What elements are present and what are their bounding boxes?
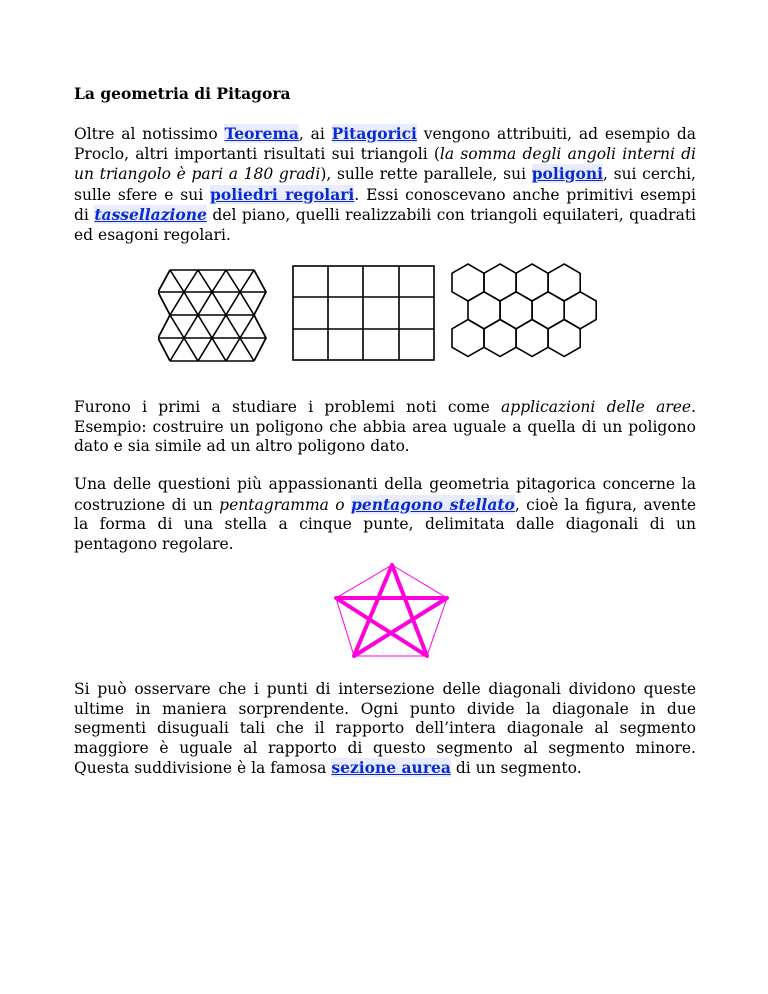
italic-text: pentagramma o (219, 495, 351, 514)
text: Esempio: costruire un poligono che abbia area uguale a quella di un poligono dato e sia simile ad un altro poligono dato. (74, 417, 696, 455)
italic-text: applicazioni delle aree. (501, 398, 697, 416)
pentagram-figure (334, 563, 450, 659)
link-pentagono-stellato[interactable]: pentagono stellato (351, 494, 515, 514)
link-poliedri-regolari[interactable]: poliedri regolari (210, 184, 355, 204)
text: , ai (298, 125, 332, 143)
text: di un segmento. (450, 759, 582, 777)
link-poligoni[interactable]: poligoni (531, 164, 604, 183)
hexagon-tile (532, 292, 564, 329)
text: del piano, quelli realizzabili con triangoli equilateri, quadrati ed esagoni regolari. (74, 206, 697, 244)
italic-text: la somma degli angoli interni di un triangolo è pari a 180 gradi (74, 144, 696, 183)
text: , cioè la figura, avente la forma di una stella a cinque punte, delimitata dalle diagonali di un pentagono regolare. (74, 495, 697, 553)
paragraph-intro (74, 124, 696, 245)
star-diagonals (336, 565, 447, 656)
text: Una delle questioni più appassionanti della geometria pitagorica concerne la costruzione di un (74, 475, 696, 514)
hexagon-tile (500, 292, 532, 329)
text: , sui cerchi, sulle sfere e sui (74, 165, 696, 204)
square-tessellation-figure (291, 264, 437, 364)
link-sezione-aurea[interactable]: sezione aurea (331, 758, 451, 777)
text: Oltre al notissimo (74, 125, 225, 143)
text: Furono i primi a studiare i problemi noti come (74, 398, 502, 416)
text: . Essi conoscevano anche primitivi esempi di (74, 185, 697, 224)
hexagon-tile (548, 320, 580, 357)
text: vengono attribuiti, ad esempio da Proclo, altri importanti risultati sui triangoli ( (74, 125, 696, 163)
paragraph-pentagramma (74, 475, 696, 554)
hexagon-tile (452, 320, 484, 357)
hexagon-tile (484, 320, 516, 357)
link-tassellazione[interactable]: tassellazione (94, 205, 207, 224)
link-teorema[interactable]: Teorema (224, 124, 299, 143)
text: Si può osservare che i punti di intersezione delle diagonali dividono queste ultime in maniera sorprendente. Ogni punto divide la diagonale in due segmenti disuguali tali che il rapporto dell’intera diagonale al segmento maggiore è uguale al rapporto di questo segmento al segmento minore. Questa suddivisione è la famosa (74, 680, 696, 777)
hexagon-tile (468, 292, 500, 329)
paragraph-sezione-aurea (74, 680, 696, 779)
hexagon-tessellation-figure (448, 262, 598, 366)
paragraph-aree (74, 398, 696, 457)
text: ), sulle rette parallele, sui (320, 165, 532, 183)
link-pitagorici[interactable]: Pitagorici (331, 124, 417, 143)
page-title: La geometria di Pitagora (74, 84, 291, 103)
triangle-tessellation-figure (158, 268, 278, 368)
hexagon-tile (564, 292, 596, 329)
hexagon-tile (516, 320, 548, 357)
